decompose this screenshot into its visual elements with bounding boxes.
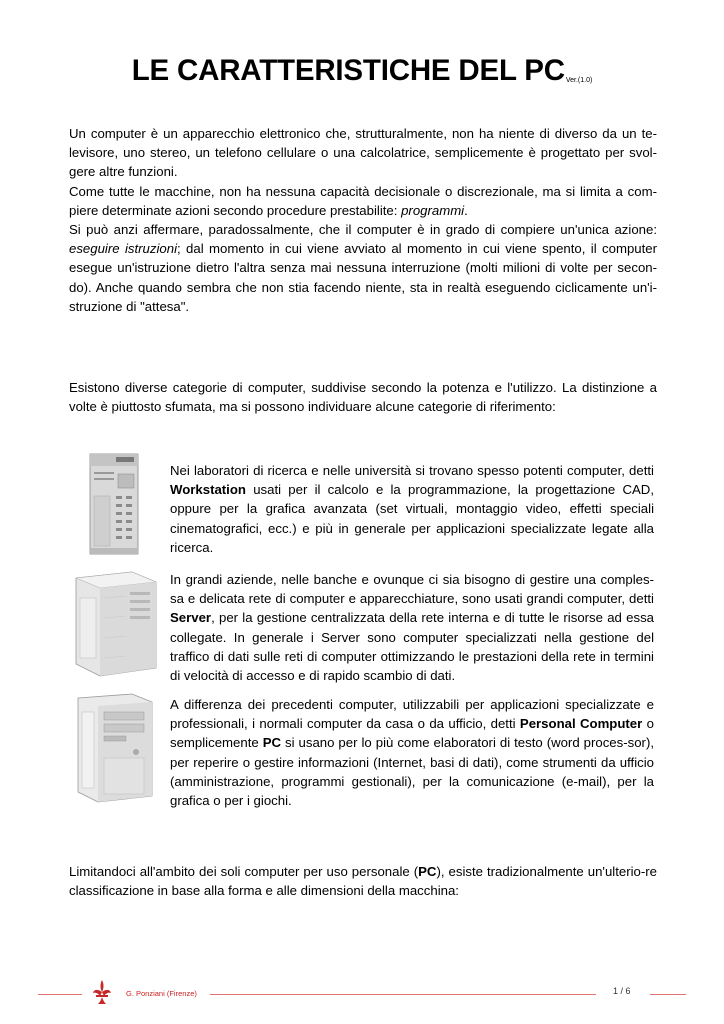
server-text-post: , per la gestione centralizzata della rete interna e di tutte le risorse ad essa collegate. In generale i Server sono computer specializzati nella gestione del traffico di dati sulle reti di computer ottimizzando le prestazioni della rete in termini di velocità di accesso e di rapido scambio di dati. <box>170 610 654 684</box>
category-personal-computer <box>170 695 654 810</box>
pc-term-short: PC <box>262 735 282 751</box>
intro-period: . <box>464 202 468 218</box>
intro-text-2 <box>69 182 657 220</box>
page-number: 1 / 6 <box>613 986 631 996</box>
categories-intro-text: Esistono diverse categorie di computer, suddivise secondo la potenza e l'utilizzo. La distinzione a volte è piuttosto sfumata, ma si possono individuare alcune categorie di riferimento: <box>69 380 657 415</box>
florence-lily-logo <box>91 978 113 1011</box>
pc-tower-image <box>74 692 156 804</box>
title-text: LE CARATTERISTICHE DEL PC <box>131 54 565 87</box>
category-server <box>170 570 654 685</box>
footer-rule-middle <box>210 994 596 995</box>
intro-sentence-1: Un computer è un apparecchio elettronico che, strutturalmente, non ha niente di diverso da un te-levisore, uno stereo, un telefono cellulare o una calcolatrice, semplicemente è progettato per svol-gere altre funzioni. <box>69 126 657 180</box>
closing-text <box>69 862 657 900</box>
intro-sentence-3-rest: ; dal momento in cui viene avviato al momento in cui viene spento, il computer esegue un'istruzione dietro l'altra senza mai nessuna interruzione (molti milioni di volte per secon-do). Anche quando sembra che non stia facendo niente, sta in realtà eseguendo ciclicamente un'i-struzione di "attesa". <box>69 241 657 314</box>
workstation-text-post: usati per il calcolo e la programmazione, la progettazione CAD, oppure per la grafica avanzata (set virtuali, montaggio video, effetti speciali cinematografici, ecc.) e più in generale per applicazioni specializzate legate alla ricerca. <box>170 482 654 555</box>
workstation-image <box>88 452 142 556</box>
pc-term: Personal Computer <box>519 716 643 732</box>
closing-text-pre: Limitandoci all'ambito dei soli computer per uso personale ( <box>69 864 419 879</box>
page-title <box>0 54 724 88</box>
footer-rule-right <box>650 994 686 995</box>
closing-paragraph <box>69 862 657 900</box>
server-term: Server <box>170 610 212 626</box>
category-workstation <box>170 461 654 557</box>
pc-text-post: si usano per lo più come elaboratori di testo (word proces-sor), per reperire o gestire informazioni (Internet, basi di dati), come strumenti da ufficio (amministrazione, programmi gestionali), per la comunicazione (e-mail), per la grafica o per i giochi. <box>170 735 654 809</box>
server-text-pre: In grandi aziende, nelle banche e ovunque ci sia bisogno di gestire una comples-sa e delicata rete di computer e apparecchiature, sono usati grandi computer, detti <box>170 572 654 607</box>
intro-paragraph <box>69 124 657 316</box>
intro-text-3 <box>69 220 657 316</box>
intro-sentence-2: Come tutte le macchine, non ha nessuna capacità decisionale o discrezionale, ma si limita a com-piere determinate azioni secondo procedure prestabilite: <box>69 183 657 218</box>
closing-term: PC <box>418 864 437 879</box>
pc-text-mid: o semplicemente <box>170 716 654 751</box>
intro-emphasis-istruzioni: eseguire istruzioni <box>69 241 178 257</box>
closing-text-post: ), esiste tradizionalmente un'ulterio-re classificazione in base alla forma e alle dimensioni della macchina: <box>69 864 657 899</box>
pc-text-pre: A differenza dei precedenti computer, utilizzabili per applicazioni specializzate e professionali, i normali computer da casa o da ufficio, detti <box>170 697 654 732</box>
intro-text-1 <box>69 124 657 182</box>
intro-sentence-3: Si può anzi affermare, paradossalmente, che il computer è in grado di compiere un'unica azione: <box>69 222 657 238</box>
footer-rule-left <box>38 994 82 995</box>
workstation-term: Workstation <box>170 482 246 498</box>
server-image <box>72 568 158 678</box>
categories-intro <box>69 378 657 416</box>
intro-emphasis-programmi: programmi <box>401 202 465 218</box>
footer-author: G. Ponziani (Firenze) <box>126 989 197 998</box>
version-label: Ver.(1.0) <box>565 77 593 84</box>
workstation-text-pre: Nei laboratori di ricerca e nelle università si trovano spesso potenti computer, detti <box>170 463 654 478</box>
